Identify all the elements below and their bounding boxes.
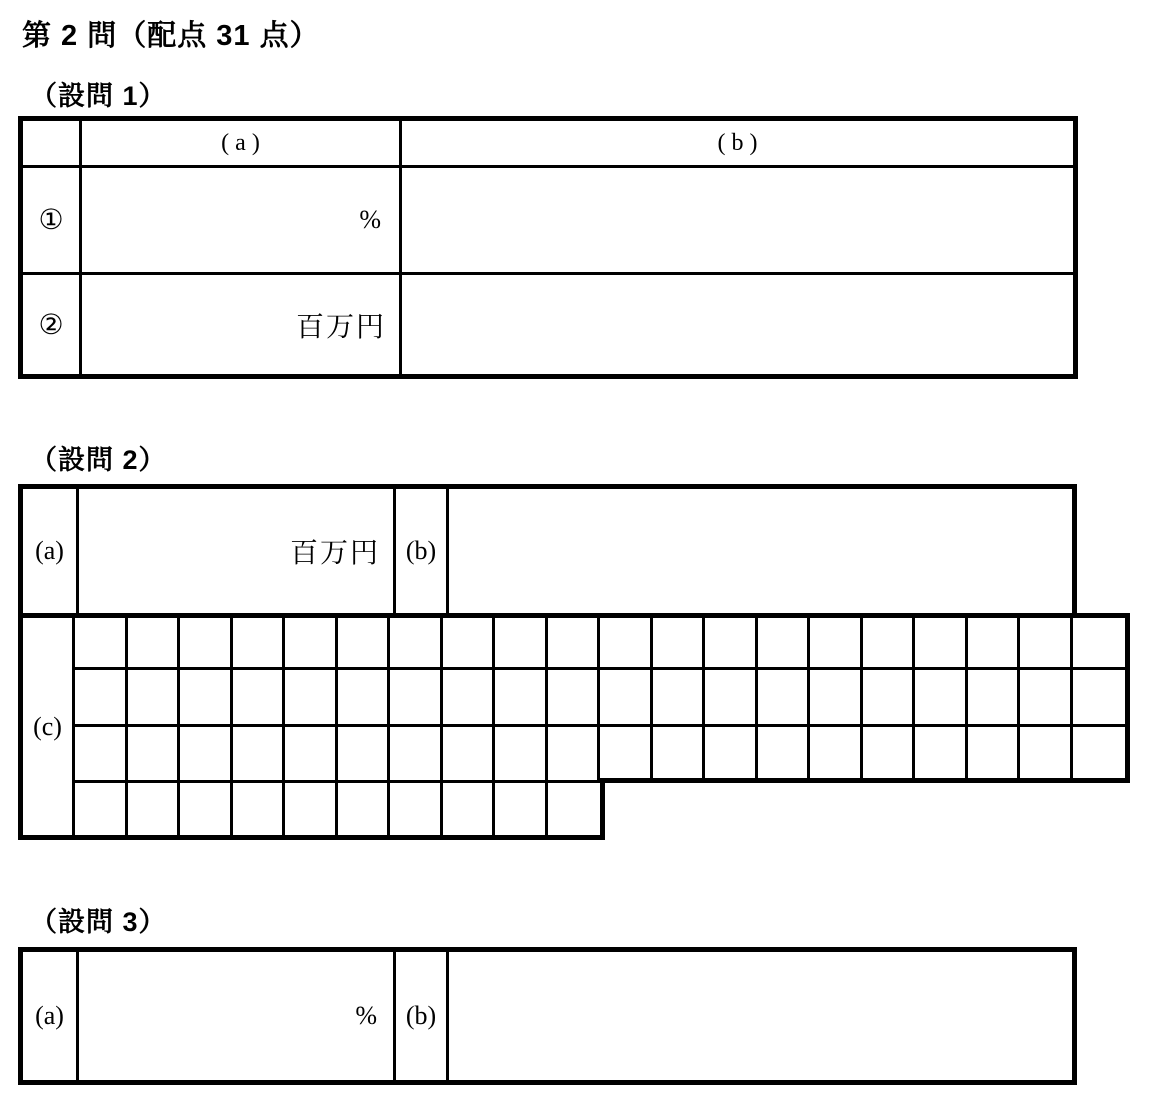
writing-square xyxy=(128,783,181,840)
q1-answer-table xyxy=(18,116,1078,379)
writing-grid-row xyxy=(75,670,1130,727)
writing-square xyxy=(75,670,128,727)
writing-square xyxy=(233,727,286,783)
writing-square xyxy=(233,783,286,840)
q3-b-answer xyxy=(449,952,1072,1080)
q2-a-label: (a) xyxy=(23,489,79,613)
writing-square xyxy=(653,727,706,783)
writing-square xyxy=(968,670,1021,727)
q3-b-label: (b) xyxy=(396,952,449,1080)
writing-grid-row xyxy=(75,613,1130,670)
question-title: 第 2 問（配点 31 点） xyxy=(22,20,320,52)
writing-square xyxy=(863,727,916,783)
q2-answer-table xyxy=(18,484,1077,613)
writing-square xyxy=(1073,613,1126,670)
writing-square xyxy=(810,727,863,783)
writing-square xyxy=(600,727,653,783)
writing-square xyxy=(548,783,601,840)
writing-grid-row xyxy=(75,727,1130,783)
writing-square xyxy=(548,613,601,670)
writing-square xyxy=(915,670,968,727)
writing-square xyxy=(495,783,548,840)
writing-square xyxy=(653,670,706,727)
writing-square xyxy=(495,670,548,727)
writing-square xyxy=(338,783,391,840)
writing-square xyxy=(915,613,968,670)
writing-square xyxy=(75,727,128,783)
writing-grid-row xyxy=(75,783,605,840)
writing-square xyxy=(338,670,391,727)
q2-b-label: (b) xyxy=(396,489,449,613)
writing-square xyxy=(390,727,443,783)
writing-square xyxy=(285,727,338,783)
writing-square xyxy=(915,727,968,783)
writing-square xyxy=(443,783,496,840)
writing-square xyxy=(495,613,548,670)
writing-square xyxy=(863,613,916,670)
writing-square xyxy=(338,727,391,783)
q1-row1-answer-a: % xyxy=(82,168,402,275)
writing-square xyxy=(285,670,338,727)
writing-square xyxy=(548,727,601,783)
writing-square xyxy=(758,727,811,783)
q2-c-writing-grid xyxy=(18,613,1130,840)
subquestion2-label: （設問 2） xyxy=(30,445,167,475)
q3-answer-table xyxy=(18,947,1077,1085)
writing-square xyxy=(390,670,443,727)
writing-square xyxy=(443,727,496,783)
writing-square xyxy=(390,613,443,670)
writing-square xyxy=(233,613,286,670)
writing-square xyxy=(810,613,863,670)
writing-square xyxy=(75,783,128,840)
writing-square xyxy=(968,613,1021,670)
writing-square xyxy=(180,783,233,840)
writing-square xyxy=(128,727,181,783)
q1-header-corner xyxy=(23,121,82,168)
q1-row1-number: ① xyxy=(23,168,82,275)
q2-c-grid-rows xyxy=(75,613,1130,840)
writing-square xyxy=(705,613,758,670)
writing-square xyxy=(180,613,233,670)
writing-square xyxy=(863,670,916,727)
writing-square xyxy=(968,727,1021,783)
writing-square xyxy=(653,613,706,670)
writing-square xyxy=(1073,670,1126,727)
writing-square xyxy=(705,670,758,727)
writing-square xyxy=(758,670,811,727)
q3-a-answer: % xyxy=(79,952,396,1080)
writing-square xyxy=(338,613,391,670)
writing-square xyxy=(128,613,181,670)
q1-row1-answer-b xyxy=(402,168,1073,275)
q3-a-label: (a) xyxy=(23,952,79,1080)
writing-square xyxy=(810,670,863,727)
q2-b-answer xyxy=(449,489,1072,613)
q2-c-label: (c) xyxy=(18,613,75,840)
writing-square xyxy=(390,783,443,840)
subquestion1-label: （設問 1） xyxy=(30,81,167,111)
q1-header-a: ( a ) xyxy=(82,121,402,168)
writing-square xyxy=(443,670,496,727)
writing-square xyxy=(1020,727,1073,783)
writing-square xyxy=(1073,727,1126,783)
writing-square xyxy=(495,727,548,783)
writing-square xyxy=(705,727,758,783)
writing-square xyxy=(600,613,653,670)
q2-a-answer: 百万円 xyxy=(79,489,396,613)
q1-row2-number: ② xyxy=(23,275,82,374)
writing-square xyxy=(180,727,233,783)
writing-square xyxy=(548,670,601,727)
writing-square xyxy=(443,613,496,670)
writing-square xyxy=(600,670,653,727)
q1-header-b: ( b ) xyxy=(402,121,1073,168)
writing-square xyxy=(128,670,181,727)
writing-square xyxy=(758,613,811,670)
q1-row2-answer-b xyxy=(402,275,1073,374)
writing-square xyxy=(233,670,286,727)
writing-square xyxy=(75,613,128,670)
q1-row2-answer-a: 百万円 xyxy=(82,275,402,374)
writing-square xyxy=(1020,670,1073,727)
writing-square xyxy=(180,670,233,727)
writing-square xyxy=(285,613,338,670)
subquestion3-label: （設問 3） xyxy=(30,907,167,937)
writing-square xyxy=(1020,613,1073,670)
writing-square xyxy=(285,783,338,840)
